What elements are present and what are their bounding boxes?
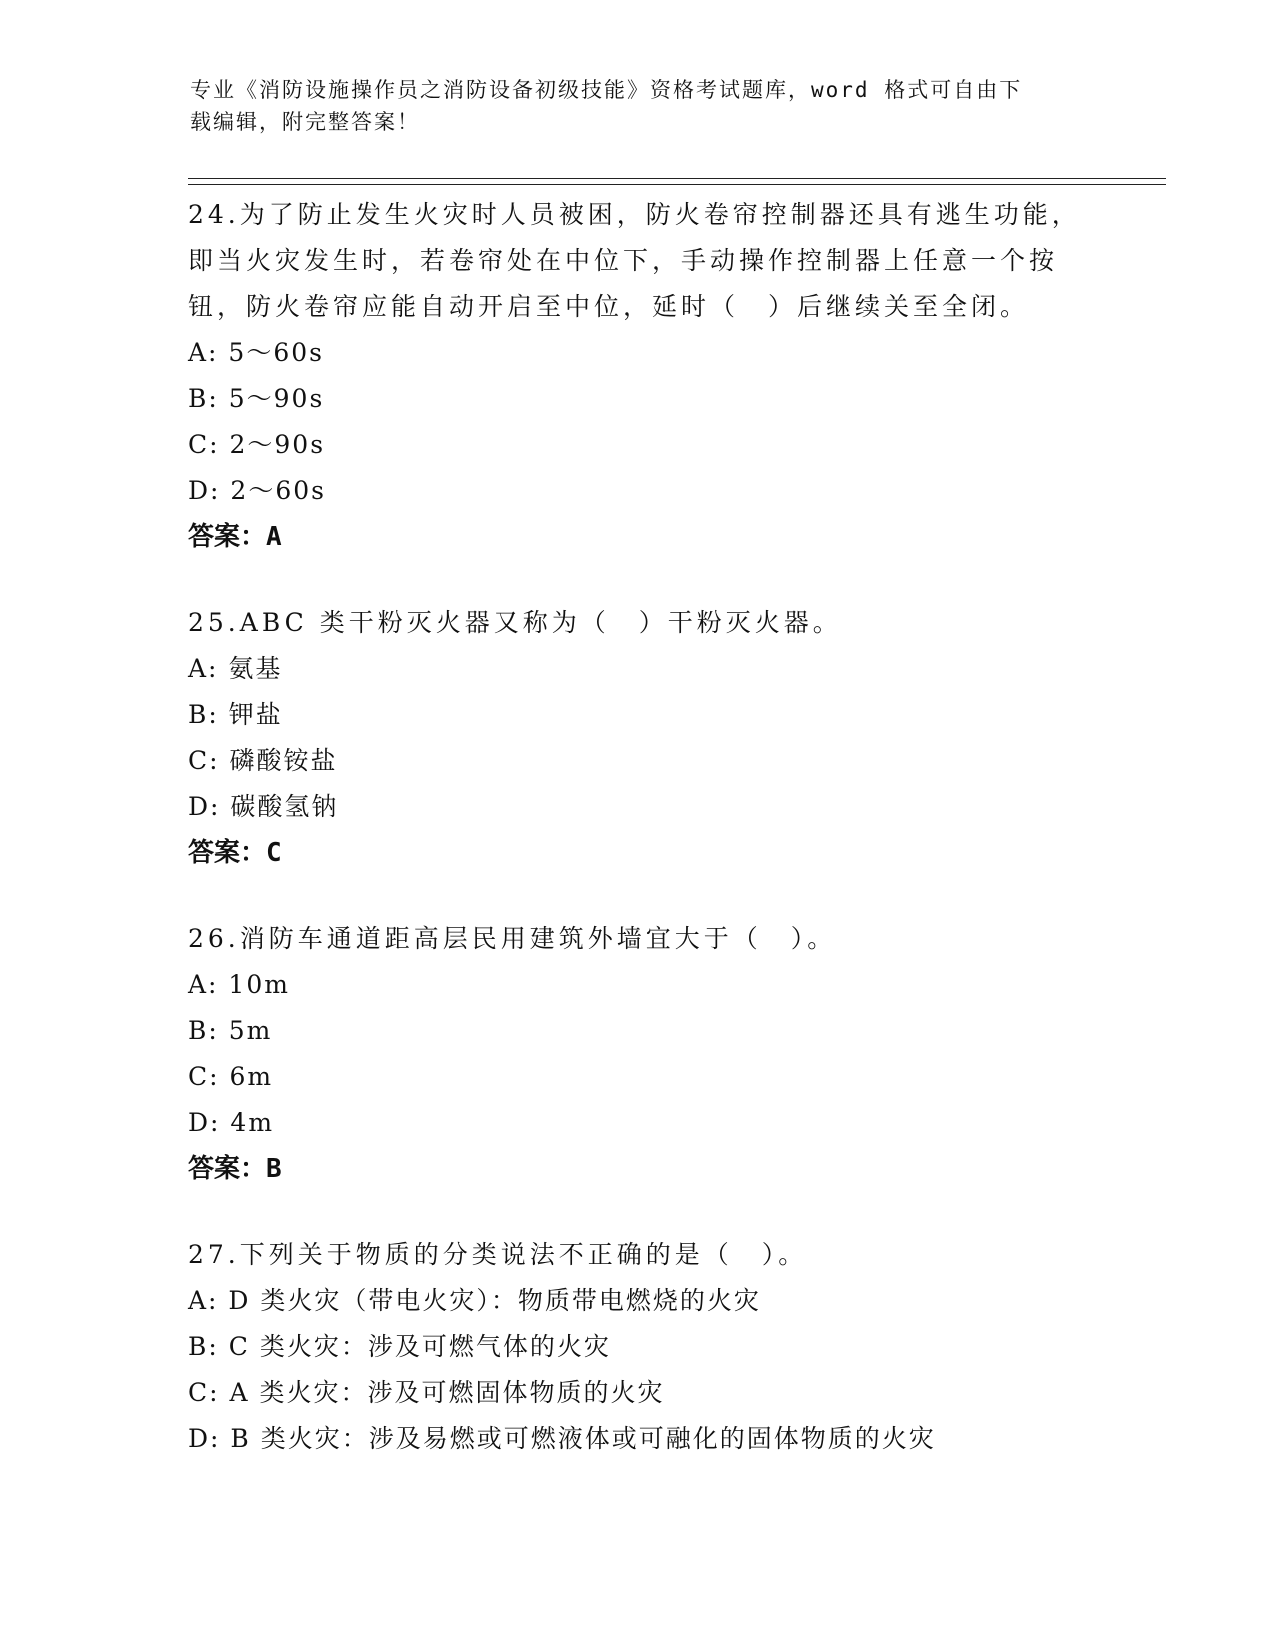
option-d: D: 4m: [188, 1108, 275, 1137]
option-d: D: B 类火灾：涉及易燃或可燃液体或可融化的固体物质的火灾: [188, 1424, 936, 1453]
header-line-2: 载编辑，附完整答案！: [190, 110, 420, 134]
header-line-1: 专业《消防设施操作员之消防设备初级技能》资格考试题库，word 格式可自由下: [190, 78, 1023, 102]
option-d: D: 碳酸氢钠: [188, 792, 339, 821]
option-a: A: D 类火灾（带电火灾）：物质带电燃烧的火灾: [188, 1286, 761, 1315]
option-c: C: 磷酸铵盐: [188, 746, 338, 775]
question-stem-line: 25.ABC 类干粉灭火器又称为（ ）干粉灭火器。: [188, 608, 842, 637]
question-27: [188, 1232, 1088, 1462]
option-c: C: 2～90s: [188, 430, 326, 459]
answer-line: 答案：A: [188, 522, 282, 552]
question-stem-line: 即当火灾发生时，若卷帘处在中位下，手动操作控制器上任意一个按: [188, 246, 1059, 275]
header-divider-top: [188, 178, 1166, 179]
option-c: C: 6m: [188, 1062, 274, 1091]
header-divider-bottom: [188, 184, 1166, 185]
question-stem-line: 27.下列关于物质的分类说法不正确的是（ ）。: [188, 1240, 808, 1269]
option-a: A: 氨基: [188, 654, 283, 683]
question-list: [188, 192, 1088, 1502]
question-stem-line: 24.为了防止发生火灾时人员被困，防火卷帘控制器还具有逃生功能，: [188, 200, 1081, 229]
option-b: B: 5～90s: [188, 384, 325, 413]
option-c: C: A 类火灾：涉及可燃固体物质的火灾: [188, 1378, 665, 1407]
answer-line: 答案：C: [188, 838, 282, 868]
question-24: [188, 192, 1088, 560]
question-stem-line: 钮，防火卷帘应能自动开启至中位，延时（ ）后继续关至全闭。: [188, 292, 1030, 321]
option-a: A: 10m: [188, 970, 290, 999]
option-d: D: 2～60s: [188, 476, 326, 505]
question-stem-line: 26.消防车通道距高层民用建筑外墙宜大于（ ）。: [188, 924, 837, 953]
answer-line: 答案：B: [188, 1154, 282, 1184]
question-26: [188, 916, 1088, 1192]
option-b: B: C 类火灾：涉及可燃气体的火灾: [188, 1332, 611, 1361]
question-25: [188, 600, 1088, 876]
option-b: B: 钾盐: [188, 700, 283, 729]
option-b: B: 5m: [188, 1016, 273, 1045]
document-header: [190, 74, 1070, 138]
option-a: A: 5～60s: [188, 338, 324, 367]
